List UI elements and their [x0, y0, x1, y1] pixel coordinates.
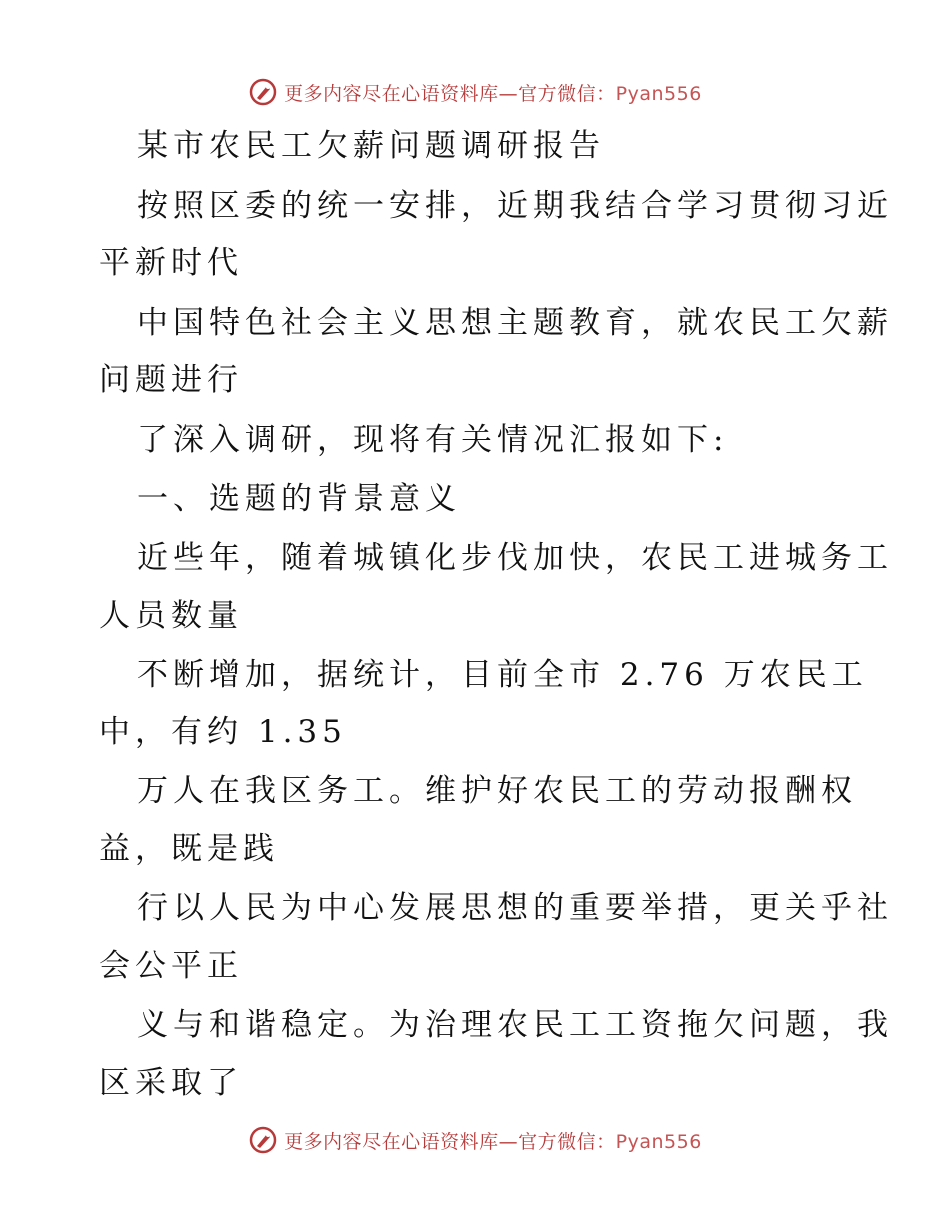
- paragraph-line: 义与和谐稳定。为治理农民工工资拖欠问题，我: [137, 1007, 893, 1043]
- paragraph-line: 行以人民为中心发展思想的重要举措，更关乎社: [137, 890, 893, 926]
- header-watermark: [0, 72, 950, 112]
- watermark-text: 更多内容尽在心语资料库—官方微信：Pyan556: [284, 82, 702, 105]
- paragraph-line: 中国特色社会主义思想主题教育，就农民工欠薪: [137, 305, 893, 341]
- paragraph-line: 了深入调研，现将有关情况汇报如下:: [137, 422, 729, 458]
- paragraph-line: 中，有约 1.35: [99, 714, 347, 750]
- paragraph-line: 会公平正: [99, 948, 243, 984]
- watermark-text: 更多内容尽在心语资料库—官方微信：Pyan556: [284, 1130, 702, 1153]
- pen-nib-circle-icon: [248, 77, 278, 107]
- paragraph-line: 万人在我区务工。维护好农民工的劳动报酬权: [137, 773, 857, 809]
- paragraph-line: 平新时代: [99, 245, 243, 281]
- document-title: 某市农民工欠薪问题调研报告: [137, 128, 605, 164]
- paragraph-line: 问题进行: [99, 362, 243, 398]
- paragraph-line: 益，既是践: [99, 831, 279, 867]
- paragraph-line: 不断增加，据统计，目前全市 2.76 万农民工: [137, 657, 868, 693]
- pen-nib-circle-icon: [248, 1125, 278, 1155]
- paragraph-line: 人员数量: [99, 598, 243, 634]
- paragraph-line: 区采取了: [99, 1065, 243, 1101]
- section-heading: 一、选题的背景意义: [137, 481, 461, 517]
- paragraph-line: 近些年，随着城镇化步伐加快，农民工进城务工: [137, 540, 893, 576]
- footer-watermark: [0, 1120, 950, 1160]
- paragraph-line: 按照区委的统一安排，近期我结合学习贯彻习近: [137, 188, 893, 224]
